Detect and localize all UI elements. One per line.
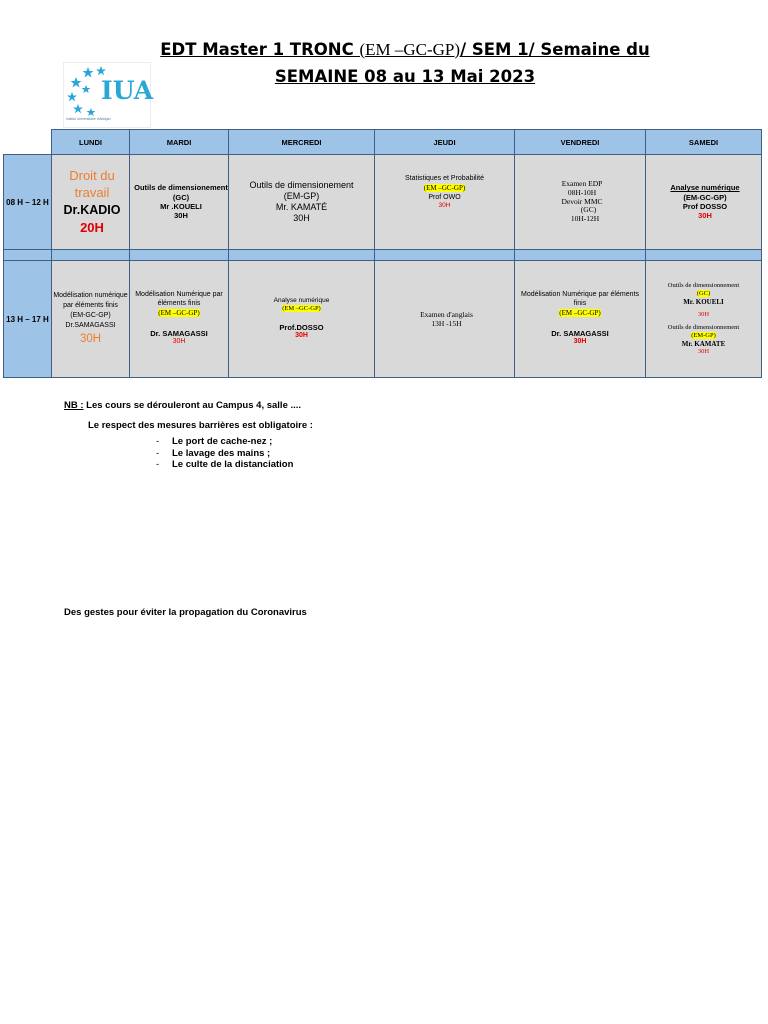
group-label: (EM –GC-GP) [423, 183, 466, 192]
cell-mercredi-afternoon [229, 261, 375, 378]
logo-subtitle: Institut Universitaire d'Abidjan [66, 117, 111, 121]
list-item-text: Le lavage des mains ; [172, 447, 271, 459]
course-title: Analyse numérique [670, 183, 740, 193]
day-header-samedi: SAMEDI [646, 130, 762, 155]
separator-cell [4, 250, 52, 261]
footer-text: Des gestes pour éviter la propagation du Coronavirus [64, 607, 307, 618]
slot-afternoon: 13 H – 17 H [4, 261, 52, 378]
group-label: (EM –GC-GP) [559, 308, 601, 317]
course-title: Modélisation numérique par éléments finis [53, 292, 128, 310]
exam-label: Examen d'anglais [420, 309, 473, 319]
nb-text: Les cours se dérouleront au Campus 4, salle .... [83, 400, 302, 411]
cell-jeudi-afternoon [375, 261, 515, 378]
exam-time: 13H -15H [431, 319, 462, 328]
list-item-text: Le culte de la distanciation [172, 459, 294, 470]
day-header-jeudi: JEUDI [375, 130, 515, 155]
course-title: Statistiques et Probabilité [405, 175, 484, 182]
nb-label: NB : [64, 400, 84, 411]
separator-row [4, 250, 762, 261]
teacher-name: Mr. KAMATÉ [275, 202, 328, 212]
hours-label: 30H [698, 211, 712, 221]
group-label: (GC) [580, 205, 597, 215]
afternoon-row [4, 261, 762, 378]
course-title: Outils de dimensionnement [667, 324, 740, 331]
cell-vendredi-afternoon [515, 261, 646, 378]
page-title [150, 40, 660, 60]
cell-samedi-morning [646, 155, 762, 250]
title-part: EDT Master 1 TRONC [160, 40, 360, 59]
day-header-mercredi: MERCREDI [229, 130, 375, 155]
hours-label: 20H [80, 219, 104, 235]
dash-marker: - [156, 459, 160, 470]
hours-label: 30H [293, 213, 310, 224]
group-label: (GC) [172, 192, 190, 202]
separator-cell [646, 250, 762, 261]
title-groups: (EM –GC-GP) [359, 40, 461, 59]
exam-label: Examen EDP [561, 179, 603, 189]
barrier-measures-text: Le respect des mesures barrières est obligatoire : [88, 420, 313, 431]
cell-mardi-morning [130, 155, 229, 250]
cell-lundi-morning [52, 155, 130, 250]
timetable [3, 129, 762, 378]
dash-marker: - [156, 447, 160, 459]
dash-marker: - [156, 436, 160, 447]
cell-samedi-afternoon [646, 261, 762, 378]
hours-label: 30H [295, 332, 308, 340]
hours-label: 30H [438, 202, 451, 210]
teacher-name: Mr. KOUELI [683, 297, 724, 306]
hours-label: 30H [697, 347, 710, 355]
day-header-mardi: MARDI [130, 130, 229, 155]
cell-mardi-afternoon [130, 261, 229, 378]
list-item [156, 436, 293, 448]
header-row [4, 130, 762, 155]
course-title: Outils de dimensionnement [667, 282, 740, 290]
teacher-name: Prof OWO [428, 193, 461, 201]
teacher-name: Prof.DOSSO [279, 323, 324, 333]
title-part: / SEM 1/ Semaine du [460, 40, 650, 59]
teacher-name: Dr.SAMAGASSI [65, 321, 116, 329]
homework-label: Devoir MMC [561, 196, 603, 206]
slot-morning: 08 H – 12 H [4, 155, 52, 250]
course-title: Modélisation Numérique par éléments finis [135, 291, 223, 308]
exam-time: 08H-10H [567, 188, 597, 198]
separator-cell [229, 250, 375, 261]
corner-cell [4, 130, 52, 155]
list-item [156, 459, 293, 471]
course-title: Droit du travail [69, 168, 115, 201]
group-label: (GC) [696, 290, 711, 298]
course-title: Modélisation Numérique par éléments finis [521, 291, 639, 308]
hours-label: 30H [697, 311, 710, 319]
list-item-text: Le port de cache-nez ; [172, 436, 273, 447]
cell-vendredi-morning [515, 155, 646, 250]
group-label: (EM –GC-GP) [282, 304, 321, 312]
group-label: (EM-GC-GP) [70, 311, 111, 319]
hours-label: 30H [172, 337, 186, 345]
list-item [156, 448, 293, 460]
course-title: Analyse numérique [273, 296, 330, 304]
morning-row [4, 155, 762, 250]
separator-cell [375, 250, 515, 261]
cell-jeudi-morning [375, 155, 515, 250]
day-header-vendredi: VENDREDI [515, 130, 646, 155]
iua-logo [63, 62, 154, 128]
page-subtitle: SEMAINE 08 au 13 Mai 2023 [274, 67, 536, 86]
hours-label: 30H [174, 211, 188, 221]
cell-lundi-afternoon [52, 261, 130, 378]
course-title: Outils de dimensionement [134, 183, 228, 193]
group-label: (EM –GC-GP) [158, 308, 200, 317]
hours-label: 30H [79, 332, 102, 345]
logo-text: IUA [101, 76, 154, 105]
teacher-name: Prof DOSSO [682, 202, 728, 211]
nb-line [64, 400, 301, 411]
cell-mercredi-morning [229, 155, 375, 250]
day-header-lundi: LUNDI [52, 130, 130, 155]
group-label: (EM-GP) [283, 190, 320, 201]
teacher-name: Mr .KOUELI [160, 202, 202, 211]
teacher-name: Dr.KADIO [63, 203, 121, 218]
hours-label: 30H [573, 337, 587, 345]
separator-cell [130, 250, 229, 261]
group-label: (EM-GP) [691, 331, 716, 339]
teacher-name: Mr. KAMATE [681, 339, 726, 348]
separator-cell [52, 250, 130, 261]
separator-cell [515, 250, 646, 261]
course-title: Outils de dimensionement [249, 179, 354, 190]
teacher-name: Dr. SAMAGASSI [150, 328, 208, 338]
group-label: (EM-GC-GP) [683, 192, 727, 202]
barrier-measures-list [156, 436, 293, 471]
teacher-name: Dr. SAMAGASSI [551, 328, 609, 338]
homework-time: 10H-12H [570, 213, 600, 223]
